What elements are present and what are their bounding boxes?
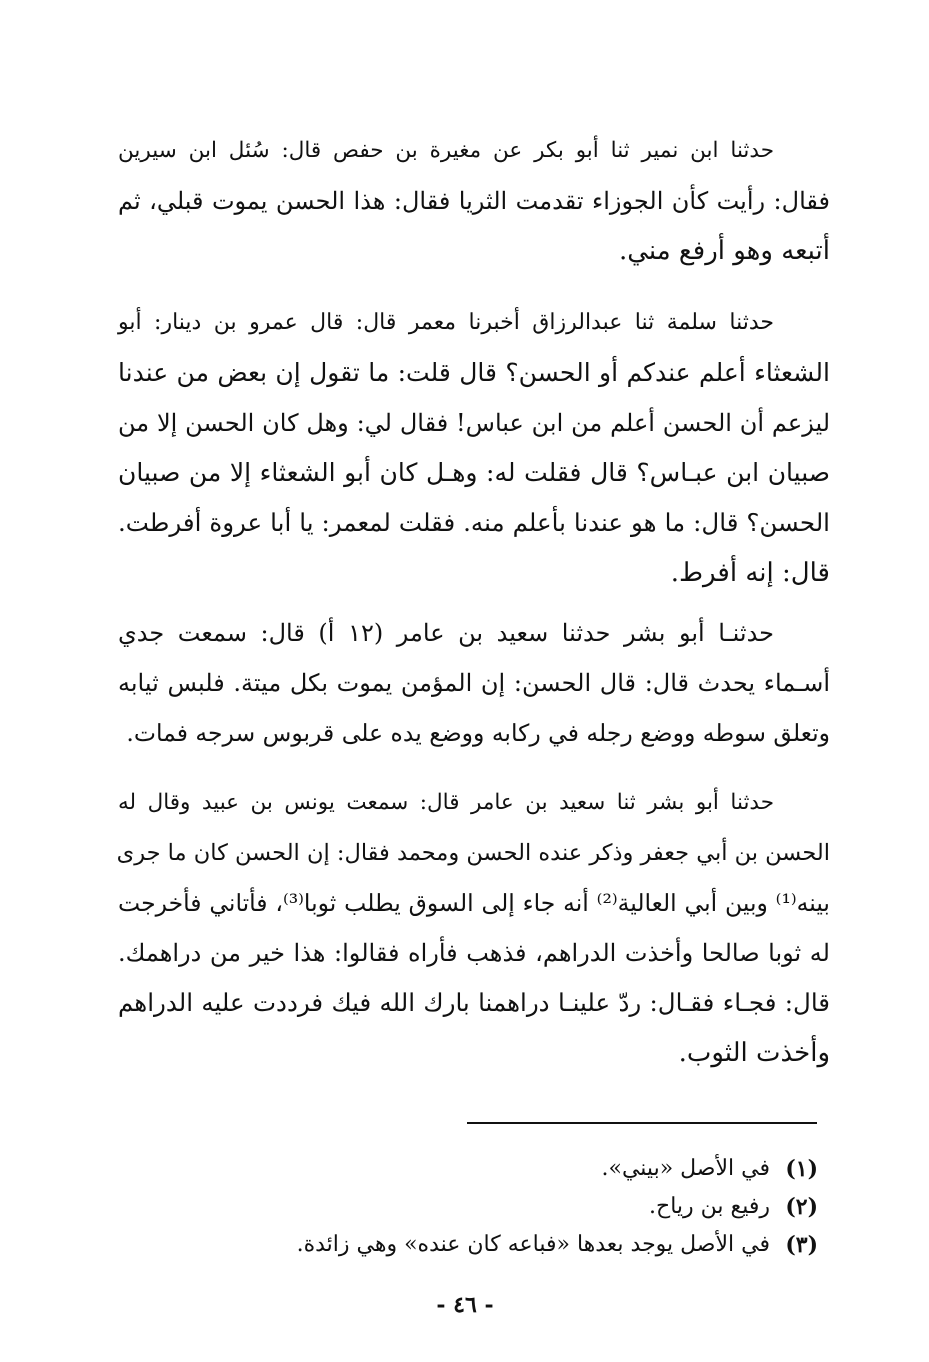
paragraph-line: بينه⁽¹⁾ وبين أبي العالية⁽²⁾ أنه جاء إلى السوق يطلب ثوبا⁽³⁾، فأتاني فأخرجت [118, 889, 830, 917]
paragraph-line: الحسن؟ قال: ما هو عندنا بأعلم منه. فقلت لمعمر: يا أبا عروة أفرطت. [118, 508, 830, 537]
paragraph-line: صبيان ابن عبـاس؟ قال فقلت له: وهـل كان أبو الشعثاء إلا من صبيان [118, 458, 830, 487]
footnote-text: في الأصل يوجد بعدها «فباعه كان عنده» وهي زائدة. [296, 1232, 770, 1257]
paragraph-line: وأخذت الثوب. [678, 1038, 830, 1068]
paragraph-line: حدثنا سلمة ثنا عبدالرزاق أخبرنا معمر قال: قال عمرو بن دينار: أبو [118, 310, 774, 335]
paragraph-line: حدثنا ابن نمير ثنا أبو بكر عن مغيرة بن حفص قال: سُئل ابن سيرين [118, 138, 774, 163]
paragraph-line: أسـماء يحدث قال: قال الحسن: إن المؤمن يموت بكل ميتة. فلبس ثيابه [118, 669, 830, 697]
paragraph-line: الحسن بن أبي جعفر وذكر عنده الحسن ومحمد فقال: إن الحسن كان ما جرى [116, 840, 830, 866]
paragraph-line: حدثنـا أبو بشر حدثنا سعيد بن عامر (١٢ أ) قال: سمعت جدي [118, 619, 775, 647]
footnotes [200, 1150, 818, 1264]
paragraph-line: قال: فجـاء فقـال: ردّ علينـا دراهمنا بارك الله فيك فرددت عليه الدراهم [118, 988, 830, 1017]
paragraph-3 [118, 608, 830, 758]
footnote-number: (٢) [785, 1194, 818, 1220]
paragraph-line: وتعلق سوطه ووضع رجله في ركابه ووضع يده على قربوس سرجه فمات. [126, 719, 830, 747]
footnote-text: في الأصل «بيني». [601, 1156, 770, 1181]
footnote-number: (١) [785, 1156, 818, 1182]
paragraph-2 [118, 298, 830, 598]
paragraph-line: ليزعم أن الحسن أعلم من ابن عباس! فقال لي: وهل كان الحسن إلا من [118, 409, 830, 437]
footnote-number: (٣) [785, 1232, 818, 1258]
paragraph-line: فقال: رأيت كأن الجوزاء تقدمت الثريا فقال: هذا الحسن يموت قبلي، ثم [118, 187, 830, 215]
footnote-text: رفيع بن رياح. [649, 1194, 770, 1219]
paragraph-line: الشعثاء أعلم عندكم أو الحسن؟ قال قلت: ما تقول إن بعض من عندنا [118, 358, 830, 387]
page-number: - ٤٦ - [436, 1292, 494, 1318]
paragraph-line: قال: إنه أفرط. [670, 558, 830, 588]
paragraph-4 [118, 778, 830, 1078]
paragraph-line: حدثنا أبو بشر ثنا سعيد بن عامر قال: سمعت يونس بن عبيد وقال له [118, 790, 774, 815]
footnote-separator [467, 1122, 817, 1124]
footnote-1 [200, 1150, 818, 1188]
paragraph-line: أتبعه وهو أرفع مني. [618, 236, 830, 266]
footnote-2 [200, 1188, 818, 1226]
paragraph-line: له ثوبا صالحا وأخذت الدراهم، فذهب فأراه فقالوا: هذا خير من دراهمك. [118, 939, 830, 967]
footnote-3 [200, 1226, 818, 1264]
paragraph-1 [118, 126, 830, 276]
